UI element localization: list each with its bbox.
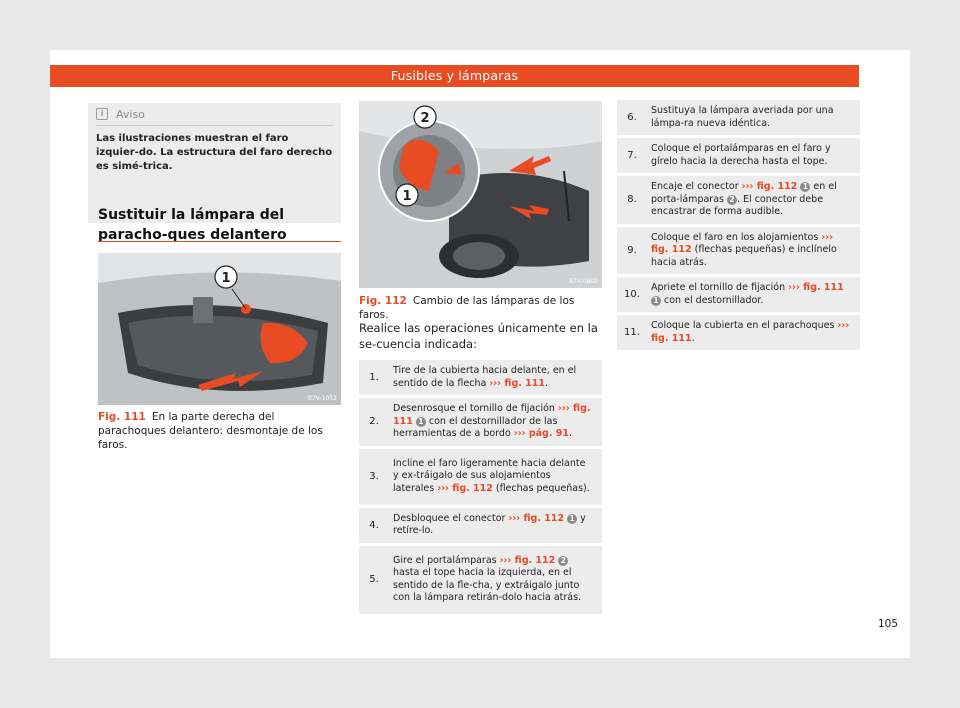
step-text-part: con el destornillador. — [661, 294, 764, 306]
step-text-part: Gire el portalámparas — [393, 554, 500, 566]
step-item — [617, 277, 860, 312]
step-text-part: Apriete el tornillo de fijación — [651, 282, 789, 293]
step-item — [359, 508, 602, 543]
figure-112-caption-text: Cambio de las lámparas de los faros. — [359, 295, 575, 321]
step-text-part: Sustituya la lámpara averiada por una lámpa-ra nueva idéntica. — [651, 105, 834, 129]
step-text-part: y retíre-lo. — [393, 512, 586, 536]
figure-reference-link: ››› fig. 112 — [437, 482, 493, 494]
step-text-part: . El conector debe encastrar de forma audible. — [651, 193, 824, 217]
step-text-part: Incline el faro ligeramente hacia delante y ex-tráigalo de sus alojamientos laterales — [393, 457, 586, 494]
step-text — [647, 100, 860, 135]
step-text-part: (flechas pequeñas) e inclínelo hacia atrás. — [651, 244, 837, 268]
figure-111-caption — [98, 410, 341, 452]
step-number: 2. — [369, 416, 379, 428]
section-title: Sustituir la lámpara del paracho-ques delantero — [98, 207, 287, 243]
step-number: 10. — [624, 289, 640, 300]
steps-list-right — [617, 100, 860, 353]
step-number: 9. — [627, 244, 637, 256]
figure-reference-link: ››› fig. 112 — [651, 231, 834, 255]
figure-111-image — [98, 253, 341, 405]
step-item — [359, 398, 602, 446]
note-header — [88, 103, 341, 125]
step-text-part: Desenrosque el tornillo de fijación — [393, 403, 558, 414]
figure-reference-link: ››› fig. 112 — [499, 554, 556, 566]
callout-badge: 1 — [567, 514, 577, 524]
intro-text: Realice las operaciones únicamente en la se-cuencia indicada: — [359, 321, 598, 351]
page-reference-link: ››› pág. 91 — [513, 428, 569, 439]
step-text-part: (flechas pequeñas). — [492, 482, 590, 494]
step-item — [359, 449, 602, 505]
step-number: 5. — [369, 574, 379, 585]
step-text — [389, 508, 602, 543]
step-text-part: . — [545, 377, 549, 389]
figure-112-callout-2: 2 — [420, 111, 430, 126]
figure-112-caption — [359, 294, 605, 322]
callout-badge: 1 — [651, 296, 661, 306]
callout-badge: 2 — [558, 556, 568, 566]
figure-reference-link: ››› fig. 111 — [489, 377, 545, 389]
step-item — [617, 100, 860, 135]
step-text — [647, 176, 860, 224]
step-text — [389, 398, 602, 446]
step-text-part: en el porta-lámparas — [651, 181, 837, 205]
step-number: 1. — [369, 372, 379, 383]
step-text — [389, 453, 602, 501]
figure-111-label: Fig. 111 — [98, 411, 146, 423]
figure-reference-link: ››› fig. 112 — [741, 181, 798, 192]
step-text-part: hasta el tope hacia la izquierda, en el sentido de la fle-cha, y extráigalo junto con la lámpara retirán-dolo hacia atrás. — [393, 567, 582, 603]
step-text-part: Coloque la cubierta en el parachoques — [651, 320, 838, 331]
step-text-part: con el destornillador de las herramientas de a bordo — [393, 415, 558, 439]
step-number: 11. — [624, 327, 640, 338]
figure-111-caption-text: En la parte derecha del parachoques delantero: desmontaje de los faros. — [98, 411, 323, 451]
step-text — [647, 277, 860, 312]
step-number: 3. — [369, 471, 379, 482]
figure-112-image — [359, 101, 602, 288]
step-item — [617, 176, 860, 224]
step-item — [617, 138, 860, 173]
callout-badge: 1 — [416, 417, 426, 427]
step-item — [617, 315, 860, 350]
note-title: Aviso — [116, 107, 145, 121]
manual-page — [50, 50, 910, 658]
section-divider — [98, 241, 341, 242]
chapter-header: Fusibles y lámparas — [50, 65, 859, 87]
note-body: Las ilustraciones muestran el faro izquier-do. La estructura del faro derecho es simé-trica. — [96, 133, 333, 172]
step-text — [389, 550, 602, 610]
step-text — [389, 360, 602, 395]
step-text-part: Coloque el faro en los alojamientos — [651, 231, 822, 243]
figure-reference-link: ››› fig. 112 — [508, 512, 565, 524]
step-item — [359, 546, 602, 614]
callout-badge: 2 — [727, 195, 737, 205]
step-number: 6. — [627, 112, 637, 123]
step-text-part: . — [569, 428, 573, 439]
step-text-part: Desbloquee el conector — [393, 512, 509, 524]
step-text-part: Encaje el conector — [651, 181, 742, 192]
figure-112-callout-1: 1 — [402, 189, 412, 204]
figure-112-label: Fig. 112 — [359, 295, 407, 307]
step-number: 4. — [369, 519, 379, 531]
steps-list-left — [359, 360, 602, 617]
callout-badge: 1 — [800, 182, 810, 192]
step-text-part: Coloque el portalámparas en el faro y gírelo hacia la derecha hasta el tope. — [651, 143, 831, 167]
step-number: 7. — [627, 150, 637, 161]
step-text — [647, 227, 860, 275]
figure-reference-link: ››› fig. 111 — [651, 320, 850, 344]
figure-reference-link: ››› fig. 111 — [393, 403, 591, 427]
figure-reference-link: ››› fig. 111 — [788, 282, 844, 293]
step-item — [359, 360, 602, 395]
page-number: 105 — [878, 618, 899, 630]
step-text-part: Tire de la cubierta hacia delante, en el sentido de la flecha — [393, 365, 577, 389]
figure-111-callout-1: 1 — [221, 271, 231, 286]
info-icon: i — [96, 108, 108, 120]
step-item — [617, 227, 860, 275]
step-text — [647, 138, 860, 173]
figure-111-tag: B7V-1052 — [307, 395, 337, 402]
step-number: 8. — [627, 194, 637, 206]
step-text — [647, 315, 860, 350]
figure-112-tag: B7V-0902 — [568, 278, 598, 285]
step-text-part: . — [691, 332, 695, 344]
